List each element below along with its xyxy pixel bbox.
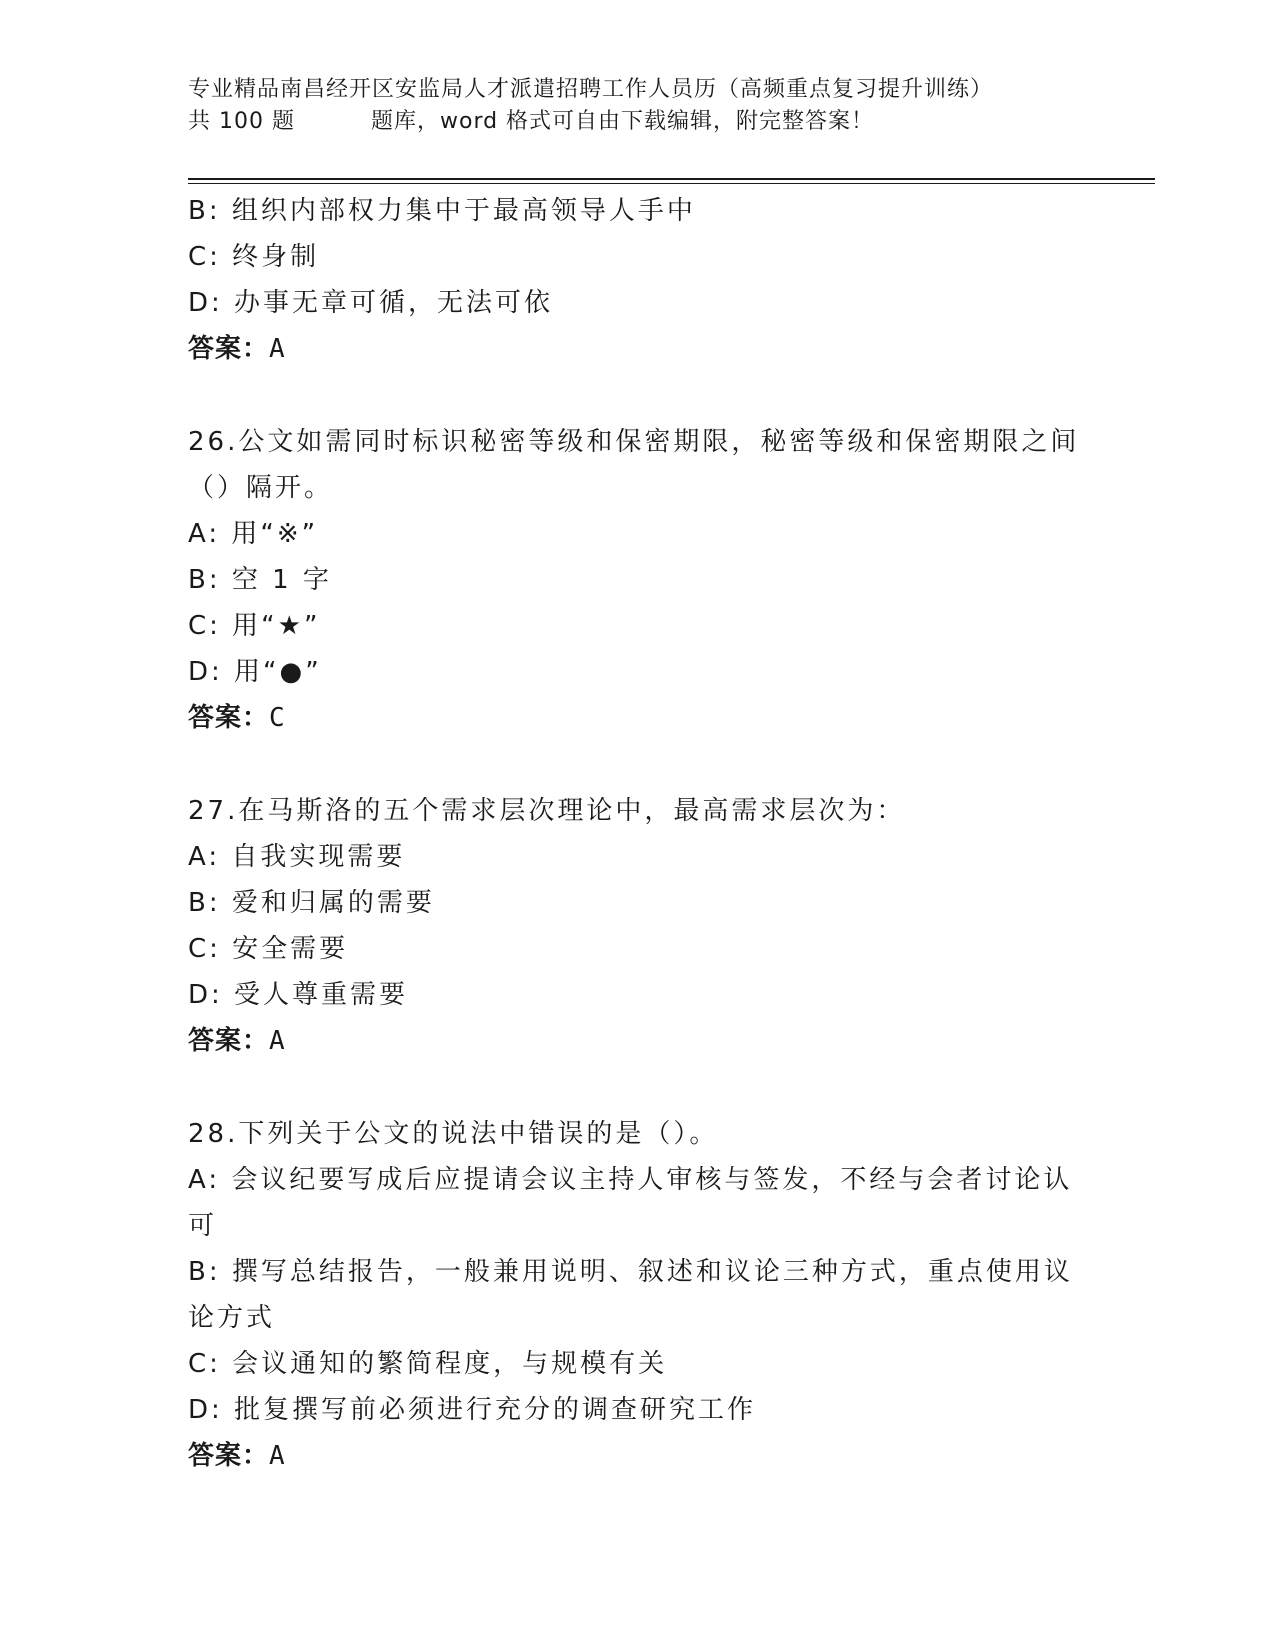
answer-line xyxy=(188,326,1088,372)
option-d: D: 批复撰写前必须进行充分的调查研究工作 xyxy=(188,1395,757,1425)
question-list xyxy=(188,188,1088,1479)
option-c: C: 安全需要 xyxy=(188,934,349,964)
question-28 xyxy=(188,1111,1088,1479)
option-d: D: 受人尊重需要 xyxy=(188,980,409,1010)
question-26 xyxy=(188,419,1088,741)
option-a: A: 会议纪要写成后应提请会议主持人审核与签发，不经与会者讨论认 xyxy=(188,1165,1073,1195)
header-subtitle xyxy=(188,106,1088,138)
answer-value: A xyxy=(269,1441,286,1471)
option-c: C: 终身制 xyxy=(188,242,320,272)
answer-label: 答案： xyxy=(188,1441,270,1471)
option-c: C: 会议通知的繁简程度，与规模有关 xyxy=(188,1349,668,1379)
question-stem: 26.公文如需同时标识秘密等级和保密期限，秘密等级和保密期限之间 xyxy=(188,427,1080,457)
question-27 xyxy=(188,788,1088,1064)
answer-label: 答案： xyxy=(188,334,270,364)
header-title: 专业精品南昌经开区安监局人才派遣招聘工作人员历（高频重点复习提升训练） xyxy=(188,77,994,102)
header-question-count: 共 100 题 xyxy=(188,109,295,134)
question-stem-continued: （）隔开。 xyxy=(188,473,334,503)
option-a: A: 自我实现需要 xyxy=(188,842,406,872)
answer-value: A xyxy=(269,334,286,364)
option-b: B: 组织内部权力集中于最高领导人手中 xyxy=(188,196,696,226)
answer-line xyxy=(188,1433,1088,1479)
option-c: C: 用“★” xyxy=(188,611,321,641)
answer-label: 答案： xyxy=(188,1026,270,1056)
option-d: D: 用“●” xyxy=(188,657,322,687)
option-a-continued: 可 xyxy=(188,1211,218,1241)
question-stem: 28.下列关于公文的说法中错误的是（）。 xyxy=(188,1119,719,1149)
header-format-note: 题库，word 格式可自由下载编辑，附完整答案！ xyxy=(370,109,875,134)
answer-value: C xyxy=(269,703,286,733)
option-d: D: 办事无章可循，无法可依 xyxy=(188,288,554,318)
header-divider-thick xyxy=(188,178,1155,180)
answer-value: A xyxy=(269,1026,286,1056)
header-divider-thin xyxy=(188,183,1155,184)
option-b-continued: 论方式 xyxy=(188,1303,276,1333)
document-header xyxy=(188,74,1088,138)
option-a: A: 用“※” xyxy=(188,519,319,549)
answer-line xyxy=(188,1018,1088,1064)
option-b: B: 撰写总结报告，一般兼用说明、叙述和议论三种方式，重点使用议 xyxy=(188,1257,1073,1287)
answer-line xyxy=(188,695,1088,741)
question-25 xyxy=(188,188,1088,372)
question-stem: 27.在马斯洛的五个需求层次理论中，最高需求层次为： xyxy=(188,796,906,826)
option-b: B: 爱和归属的需要 xyxy=(188,888,435,918)
option-b: B: 空 1 字 xyxy=(188,565,332,595)
answer-label: 答案： xyxy=(188,703,270,733)
